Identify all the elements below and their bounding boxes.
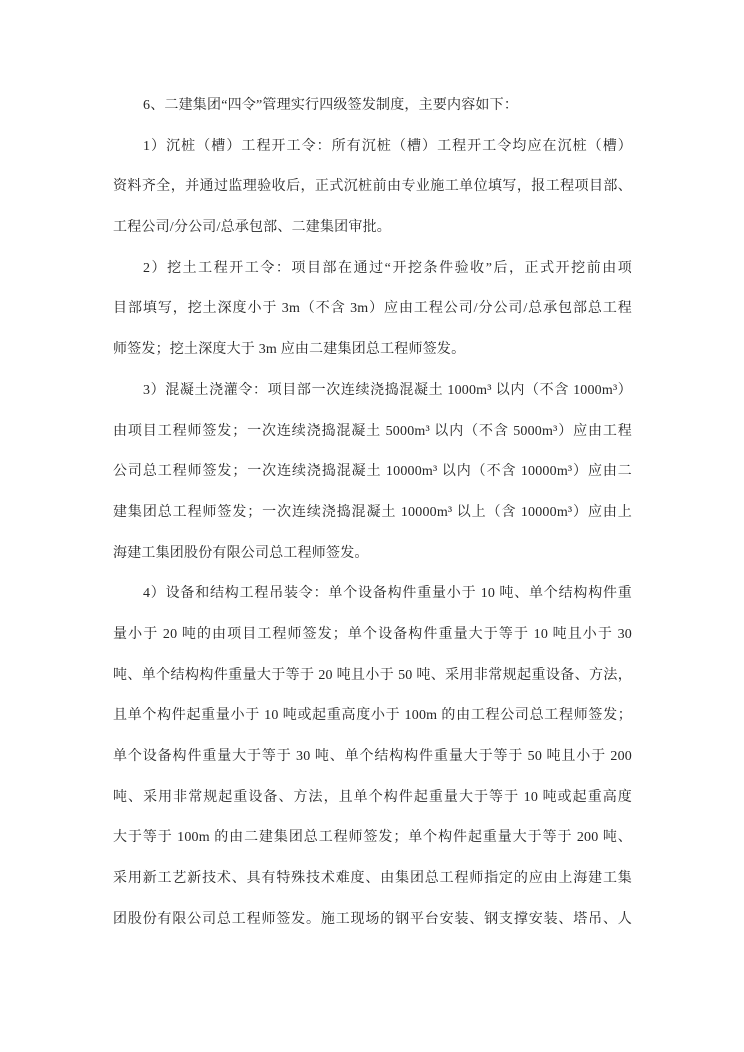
text-line: 海建工集团股份有限公司总工程师签发。 <box>113 545 369 561</box>
text-line: 4）设备和结构工程吊装令：单个设备构件重量小于 10 吨、单个结构构件重 <box>143 586 632 602</box>
text-line: 公司总工程师签发；一次连续浇捣混凝土 10000m³ 以内（不含 10000m³）应由二 <box>113 464 632 480</box>
text-line: 资料齐全，并通过监理验收后，正式沉桩前由专业施工单位填写，报工程项目部、 <box>113 179 632 195</box>
text-line: 吨、采用非常规起重设备、方法，且单个构件起重量大于等于 10 吨或起重高度 <box>113 789 632 805</box>
document-text-block <box>113 86 632 940</box>
text-line: 大于等于 100m 的由二建集团总工程师签发；单个构件起重量大于等于 200 吨、 <box>113 830 632 846</box>
text-line: 团股份有限公司总工程师签发。施工现场的钢平台安装、钢支撑安装、塔吊、人 <box>113 911 632 927</box>
text-line: 目部填写，挖土深度小于 3m（不含 3m）应由工程公司/分公司/总承包部总工程 <box>113 301 632 317</box>
text-line: 由项目工程师签发；一次连续浇捣混凝土 5000m³ 以内（不含 5000m³）应由工程 <box>113 423 632 439</box>
text-line: 采用新工艺新技术、具有特殊技术难度、由集团总工程师指定的应由上海建工集 <box>113 871 632 887</box>
text-line: 3）混凝土浇灌令：项目部一次连续浇捣混凝土 1000m³ 以内（不含 1000m³） <box>143 382 632 398</box>
text-line: 工程公司/分公司/总承包部、二建集团审批。 <box>113 220 391 236</box>
text-line: 师签发；挖土深度大于 3m 应由二建集团总工程师签发。 <box>113 342 466 358</box>
text-line: 2）挖土工程开工令：项目部在通过“开挖条件验收”后，正式开挖前由项 <box>143 260 632 276</box>
text-line: 且单个构件起重量小于 10 吨或起重高度小于 100m 的由工程公司总工程师签发； <box>113 708 632 724</box>
text-line: 单个设备构件重量大于等于 30 吨、单个结构构件重量大于等于 50 吨且小于 200 <box>113 749 632 764</box>
text-line: 吨、单个结构构件重量大于等于 20 吨且小于 50 吨、采用非常规起重设备、方法， <box>113 667 632 683</box>
text-line: 1）沉桩（槽）工程开工令：所有沉桩（槽）工程开工令均应在沉桩（槽） <box>143 138 632 154</box>
text-line: 6、二建集团“四令”管理实行四级签发制度，主要内容如下： <box>143 98 519 113</box>
text-line: 建集团总工程师签发；一次连续浇捣混凝土 10000m³ 以上（含 10000m³）应由上 <box>113 504 632 520</box>
text-line: 量小于 20 吨的由项目工程师签发；单个设备构件重量大于等于 10 吨且小于 30 <box>113 626 632 642</box>
